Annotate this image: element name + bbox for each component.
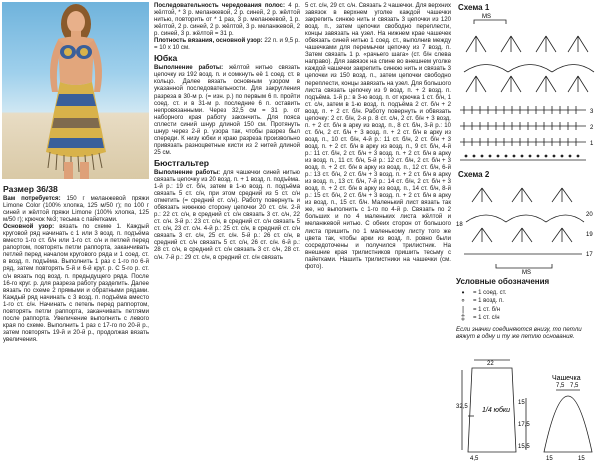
dim-waist: 22	[487, 361, 494, 367]
legend-label: = 1 ст. б/н	[473, 306, 501, 313]
skirt-paragraph	[154, 64, 300, 156]
cup-and-leaves-text: 5 ст. с/н, 29 ст. с/н. Связать 2 чашечки. Для верхних завязок в верхнем уголке каждой чашечки закрепить синюю нить и связать 3 цепочки из 120 возд. п., затем цепочки свободно переплести, концы завязать на узел. На нижнем крае чашечек обвязать синей нитью 1 соед. ст., выполнив между чашечками для перемычки цепочку из 7 возд. п. Затем связать 1 р. «рачьего шага» (ст. б/н слева направо). Для завязок на спине во внешнем уголке каждой чашечки закрепить синюю нить и связать 3 цепочки из 150 возд. п., затем цепочки свободно переплести, концы завязать на узел. Для большого листа связать цепочку из 9 возд. п. + 2 возд. п. подъёма. 1-й р.: в 3-ю возд. п. от крючка 1 ст. б/н, 1 ст. с/н, затем в 1-ю возд. п. подъёма 2 ст. б/н + 2 возд. п. + 2 ст. б/н. Работу повернуть и обвязать цепочку: 2 ст. б/н, 2-я р. 8 ст. с/н, 2 ст. б/н + 3 возд. п. + 2 ст. б/н в арку из возд. п., 8 ст. б/н, 3-й р.: 10 ст. б/н, 2 ст. б/н + 3 возд. п. + 2 ст. б/н в арку из возд. п., 10 ст. б/н, 4-й р.: 11 ст. б/н, 2 ст. б/н + 3 возд. п. + 2 ст. б/н в арку из возд. п., 9 ст. б/н, 4-й р.: 11 ст. б/н, 2 ст. б/н + 3 возд. п. + 2 ст. б/н в арку из возд. п., 11 ст. б/н, 5-й р.: 12 ст. б/н, 2 ст. б/н + 3 возд. п. + 2 ст. б/н в арку из возд. п., 12 ст. б/н, 6-й р.: 13 ст. б/н, 2 ст. б/н + 3 возд. п. + 2 ст. б/н в арку из возд. п., 13 ст. б/н, 7-й р.: 14 ст. б/н, 2 ст. б/н + 3 возд. п. + 2 ст. б/н в арку из возд. п., 14 ст. б/н, 8-й р.: 15 ст. б/н, 2 ст. б/н + 3 возд. п. + 2 ст. б/н в арку из возд. п., 15 ст. б/н. Маленький лист вязать так же, но выполнить с 1-го по 4-й р. Связать по 2 больших и по 4 маленьких листа жёлтой и меланжевой нитью. С обеих сторон от большого листа пришить по 1 маленькому листу того же цвета так, чтобы арки из возд. п. ровно были сосредоточены и получился трилистник. На внешние края трилистников пришить тесьму с пайетками. Нашить трилистники на чашечки (см. фото).	[305, 2, 451, 270]
scheme-2-diagram	[456, 180, 598, 275]
scheme-2-row-19: 19	[586, 232, 593, 238]
dim-side-lower: 15,5	[518, 444, 530, 450]
dim-cup-bottom-right: 15	[578, 456, 585, 462]
dim-cup-bottom-left: 15	[546, 456, 553, 462]
materials-paragraph	[3, 195, 149, 223]
legend-label: = 1 соед. ст.	[473, 289, 507, 296]
model-illustration	[2, 2, 149, 179]
bra-paragraph	[154, 169, 300, 261]
main-pattern-paragraph	[3, 223, 149, 343]
scheme-2-title: Схема 2	[458, 170, 490, 179]
alternation-label: Последовательность чередования полос:	[154, 2, 285, 9]
main-pattern-text: вязать по схеме 1. Каждый круговой ряд начинать с 1 или 3 возд. п. подъёма вместо 1-го ст. б/н или 1-го ст. с/н и петлей перед рапортом, повторять петли раппорта, заканчивать петлей перед началом кругового ряда и 1 соед. ст. в возд. п. подъёма. Выполнить 1 раз с 1-го по 6-й ряд, затем повторять 5-й и 6-й круг. р. С 5-го р. ст. с/н вязать под возд. п. предыдущего ряда. После 16-го круг. р. для разреза работу разделить. Далее вязать по схеме 2 прямыми и обратными рядами. Каждый ряд начинать с 3 возд. п. подъёма вместо 1-го ст. с/н. Начинать с петель перед раппортом, повторять петли раппорта, заканчивать петлями после раппорта. Увеличение выполнить с левого края по схеме. Выполнить 1 раз с 17-го по 20-й р., затем повторять 19-й и 20-й р., продолжая вязать увеличения.	[3, 223, 149, 343]
legend-item	[456, 289, 598, 298]
legend-note: Если значки соединяются внизу, то петли вяжут в одну и ту же петлю основания.	[456, 326, 582, 341]
main-pattern-label: Основной узор:	[3, 223, 55, 231]
cup-outline	[544, 396, 592, 452]
skirt-work-text: жёлтой нитью связать цепочку из 192 возд. п. и сомкнуть её 1 соед. ст. в кольцо. Далее вязать основным узором в указанной последовательности. Для закругления разреза в 30-м р. (= изн. р.) по первым 6 п. пройти соед. ст. и в 31-м р. последние 6 п. оставить непровязанными. Через 32,5 см = 31 р. от наборного края работу закончить. Для пояса сплести синий шнур длиной 150 см. Протянуть шнур через 2-й р. узора так, чтобы разрез был спереди. К низу юбки и краю разреза произвольно привязать разноцветные кисти из 2 нитей длиной 25 см.	[154, 64, 300, 156]
column-1	[3, 182, 149, 462]
skirt-work-label: Выполнение работы:	[154, 64, 224, 72]
cup-label: Чашечка	[552, 375, 581, 382]
legend	[456, 278, 598, 323]
scheme-1-row-2: 2	[590, 125, 594, 131]
dim-length: 32,5	[456, 404, 468, 410]
dim-side-middle: 17,5	[518, 422, 530, 428]
legend-item	[456, 297, 598, 306]
dim-cup-top-right: 7,5	[570, 383, 579, 389]
slip-stitch-symbol: •	[461, 287, 465, 297]
pattern-drawings	[456, 356, 598, 462]
legend-item	[456, 306, 598, 315]
dim-hem-offset: 4,5	[470, 456, 479, 462]
materials-label: Вам потребуется:	[3, 195, 61, 202]
skirt-title: Юбка	[154, 53, 178, 64]
bra-work-label: Выполнение работы:	[154, 168, 221, 176]
bra-work-text: для чашечки синей нитью связать цепочку из 20 возд. п. + 1 возд. п. подъёма. 1-й р.: 19 ст. б/н, затем в 1-ю возд. п. подъёма связать 5 ст. с/н, при этом средний из 5 ст. с/н отметить (= средний ст. с/н). Работу повернуть и обвязать нижнюю сторону цепочки 20 ст. с/н. 2-й р.: 22 ст. с/н, в средний ст. с/н связать 3 ст. с/н, 22 ст. с/н. 3-й р.: 23 ст. с/н, в средний ст. с/н связать 5 ст. с/н, 23 ст. с/н. 4-й р.: 25 ст. с/н, в средний ст. с/н связать 3 ст. с/н, 25 ст. с/н. 5-й р.: 26 ст. с/н, в средний ст. с/н связать 5 ст. с/н, 26 ст. с/н. 6-й р.: 28 ст. с/н, в средний ст. с/н связать 3 ст. с/н, 28 ст. с/н. 7-й р.: 29 ст. с/н, в средний ст. с/н связать	[154, 168, 300, 261]
scheme-1-ms: MS	[482, 14, 491, 20]
scheme-1-title: Схема 1	[458, 3, 490, 12]
density-text: 22 п. и 9,5 р. = 10 х 10 см.	[154, 37, 300, 52]
dim-side-upper: 15	[518, 400, 525, 406]
scheme-1-row-3: 3	[590, 109, 594, 115]
density-label: Плотность вязания, основной узор:	[154, 37, 263, 45]
legend-label: = 1 возд. п.	[473, 298, 504, 304]
column-2	[154, 2, 300, 462]
dim-cup-top-left: 7,5	[556, 383, 565, 389]
column-3	[305, 2, 451, 462]
skirt-label: 1/4 юбки	[482, 407, 511, 414]
scheme-1-diagram	[456, 12, 598, 167]
legend-item	[456, 314, 598, 323]
single-crochet-symbol: |	[461, 304, 465, 314]
density-paragraph	[154, 37, 300, 51]
legend-label: = 1 ст. с/н	[473, 315, 500, 321]
legend-title: Условные обозначения	[456, 277, 550, 286]
alternation-paragraph	[154, 2, 300, 37]
model-photo	[2, 2, 149, 179]
size-label: Размер 36/38	[3, 184, 58, 194]
alternation-text: 4 р. жёлтой, * 3 р. меланжевой, 2 р. синей, 2 р. жёлтой нитью, повторить от * 1 раз, 3 р. меланжевой, 1 р. жёлтой, 2 р. синей, 2 р. жёлтой, 3 р. меланжевой, 2 р. синей, 3 р. жёлтой = 31 р.	[154, 2, 300, 38]
scheme-2-ms: MS	[522, 270, 531, 275]
scheme-2-row-18: 18	[456, 222, 463, 228]
chain-stitch-symbol: ∘	[460, 296, 466, 305]
scheme-2-row-17: 17	[586, 252, 593, 258]
double-crochet-symbol: ‡	[460, 313, 466, 322]
scheme-1-row-1: 1	[590, 141, 594, 147]
materials-text: 150 г меланжевой пряжи Limone Color (100% хлопка, 125 м/50 г); по 100 г синей и жёлтой пряжи Limone (100% хлопка, 125 м/50 г); крючок №3; тесьма с пайетками.	[3, 195, 149, 224]
scheme-2-row-20: 20	[586, 212, 593, 218]
bra-title: Бюстгальтер	[154, 157, 209, 168]
